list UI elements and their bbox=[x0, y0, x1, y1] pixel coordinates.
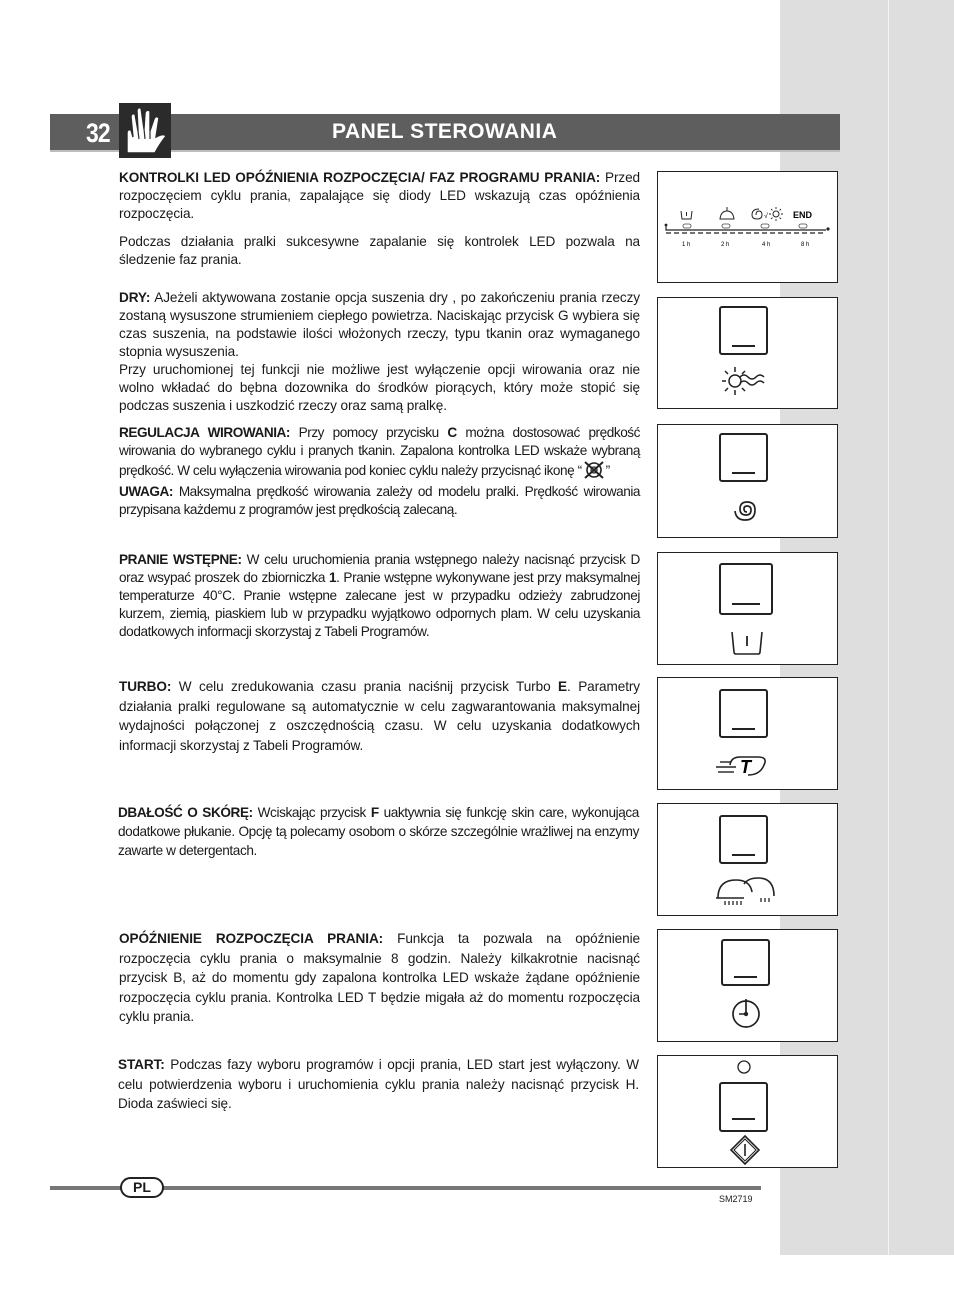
delay-heading: OPÓŹNIENIE ROZPOCZĘCIA PRANIA: bbox=[119, 931, 384, 946]
start-section bbox=[118, 1055, 639, 1114]
skin-care-button[interactable] bbox=[719, 815, 768, 864]
spin-text-a: Przy pomocy przycisku bbox=[298, 425, 439, 440]
led-text-1: Przed rozpoczęciem cyklu prania, zapalające się diody LED wskazują czas opóźnienia rozpoczęcia. bbox=[119, 170, 640, 221]
dry-button-panel bbox=[657, 297, 838, 409]
svg-text:√: √ bbox=[764, 213, 768, 220]
spin-off-icon bbox=[582, 460, 606, 480]
turbo-text-a: W celu zredukowania czasu prania naciśnij przycisk Turbo bbox=[178, 679, 551, 694]
led-indicator-panel bbox=[657, 171, 838, 283]
spin-icon bbox=[731, 494, 763, 526]
led-time-8h: 8 h bbox=[801, 242, 810, 248]
prewash-icon bbox=[730, 630, 764, 656]
prewash-heading: PRANIE WSTĘPNE: bbox=[119, 552, 242, 567]
turbo-heading: TURBO: bbox=[119, 679, 172, 694]
turbo-text-b: . Parametry działania pralki regulowane są automatycznie w celu zagwarantowania maksymalnej wydajności połączonej z oszczędnością czasu. W celu uzyskania dodatkowych informacji skorzystaj z Tabeli Programów. bbox=[119, 679, 640, 753]
skin-care-text-a: Wciskając przycisk bbox=[257, 805, 366, 820]
dry-heading: DRY: bbox=[119, 290, 151, 305]
turbo-icon bbox=[716, 753, 768, 779]
page-number: 32 bbox=[86, 118, 110, 148]
hand-icon bbox=[119, 103, 171, 158]
skin-care-text-b: uaktywnia się funkcję skin care, wykonująca dodatkowe płukanie. Opcję tą polecamy osobom o skórze szczególnie wrażliwej na enzymy zawarte w detergentach. bbox=[118, 805, 639, 858]
spin-button[interactable] bbox=[719, 433, 768, 482]
led-text-2: Podczas działania pralki sukcesywne zapalanie się kontrolek LED pozwala na śledzenie faz prania. bbox=[119, 234, 640, 267]
led-time-2h: 2 h bbox=[721, 242, 730, 248]
turbo-button-panel bbox=[657, 677, 838, 790]
phase-icons bbox=[658, 202, 836, 252]
delay-text: Funkcja ta pozwala na opóźnienie rozpoczęcia cyklu prania o maksymalnie 8 godzin. Należy kilkakrotnie nacisnąć przycisk B, aż do momentu gdy zapalona kontrolka LED wskaże żądane opóźnienie rozpoczęcia cyklu prania. Kontrolka LED T będzie migała aż do momentu rozpoczęcia cyklu prania. bbox=[119, 931, 640, 1024]
turbo-button[interactable] bbox=[719, 689, 768, 738]
delay-button-panel bbox=[657, 929, 838, 1042]
start-pause-icon bbox=[729, 1134, 761, 1166]
delay-section bbox=[119, 929, 640, 1027]
dry-section bbox=[119, 289, 640, 415]
start-text: Podczas fazy wyboru programów i opcji prania, LED start jest wyłączony. W celu potwierdzenia wyboru i uruchomienia cyklu prania należy nacisnąć przycisk H. Dioda zaświeci się. bbox=[118, 1057, 639, 1111]
page-title: PANEL STEROWANIA bbox=[332, 120, 558, 143]
prewash-text-a: W celu uruchomienia prania wstępnego należy nacisnąć przycisk D oraz wsypać proszek do zbiorniczka bbox=[119, 552, 640, 585]
skin-care-heading: DBAŁOŚĆ O SKÓRĘ: bbox=[118, 805, 253, 820]
language-badge: PL bbox=[120, 1177, 164, 1198]
led-heading: KONTROLKI LED OPÓŹNIENIA ROZPOCZĘCIA/ FAZ PROGRAMU PRANIA: bbox=[119, 170, 601, 185]
delay-button[interactable] bbox=[721, 939, 770, 986]
led-section bbox=[119, 169, 640, 269]
prewash-key: 1 bbox=[328, 570, 337, 585]
spin-note-heading: UWAGA: bbox=[119, 484, 173, 499]
led-time-1h: 1 h bbox=[682, 242, 691, 248]
delay-timer-icon bbox=[729, 996, 763, 1030]
spin-heading: REGULACJA WIROWANIA: bbox=[119, 425, 290, 440]
spin-text-c: ” bbox=[605, 463, 610, 478]
start-button-panel bbox=[657, 1055, 838, 1168]
spin-section bbox=[119, 424, 640, 519]
drying-icon bbox=[722, 363, 766, 399]
turbo-key: E bbox=[558, 679, 568, 694]
start-button[interactable] bbox=[719, 1082, 768, 1132]
spin-note-text: Maksymalna prędkość wirowania zależy od modelu pralki. Prędkość wirowania przypisana każdemu z programów jest prędkością zalecaną. bbox=[119, 484, 640, 517]
skin-care-section bbox=[118, 803, 639, 860]
start-led-icon bbox=[736, 1059, 752, 1075]
dry-text-2: Przy uruchomionej tej funkcji nie możliwe jest wyłączenie opcji wirowania oraz nie wolno wkładać do bębna dozownika do środków piorących, który może stopić się podczas suszenia i uszkodzić rzeczy oraz samą pralkę. bbox=[119, 362, 640, 413]
turbo-section bbox=[119, 677, 640, 755]
spin-key: C bbox=[447, 425, 457, 440]
dry-button[interactable] bbox=[719, 306, 768, 355]
skin-care-icon bbox=[716, 874, 778, 908]
spin-text-b: można dostosować prędkość wirowania do wybranego cyklu i pranych tkanin. Zapalona kontrolka LED wskaże wybraną prędkość. W celu wyłączenia wirowania pod koniec cyklu należy przycisnąć ikonę “ bbox=[119, 425, 641, 478]
prewash-text-b: . Pranie wstępne wykonywane jest przy maksymalnej temperaturze 40°C. Pranie wstępne zalecane jest w przypadku odzieży zabrudzonej kurzem, ziemią, piaskiem lub w przypadku wyjątkowo odpornych plam. W celu uzyskania dodatkowych informacji skorzystaj z Tabeli Programów. bbox=[119, 570, 640, 639]
svg-text:T: T bbox=[740, 757, 751, 777]
end-label: END bbox=[793, 210, 813, 220]
prewash-button[interactable] bbox=[719, 563, 773, 615]
prewash-section bbox=[119, 551, 640, 641]
led-time-4h: 4 h bbox=[762, 242, 771, 248]
prewash-button-panel bbox=[657, 552, 838, 665]
dry-text-1: AJeżeli aktywowana zostanie opcja suszenia dry , po zakończeniu prania rzeczy zostaną wysuszone strumieniem ciepłego powietrza. Naciskając przycisk G wybiera się czas suszenia, na podstawie ilości włożonych rzeczy, typu tkanin oraz wymaganego stopnia wysuszenia. bbox=[119, 290, 640, 359]
document-code: SM2719 bbox=[719, 1194, 753, 1204]
skin-care-button-panel bbox=[657, 803, 838, 916]
skin-care-key: F bbox=[370, 805, 379, 820]
start-heading: START: bbox=[118, 1057, 165, 1072]
spin-button-panel bbox=[657, 424, 838, 538]
side-margin-line bbox=[888, 0, 889, 1255]
